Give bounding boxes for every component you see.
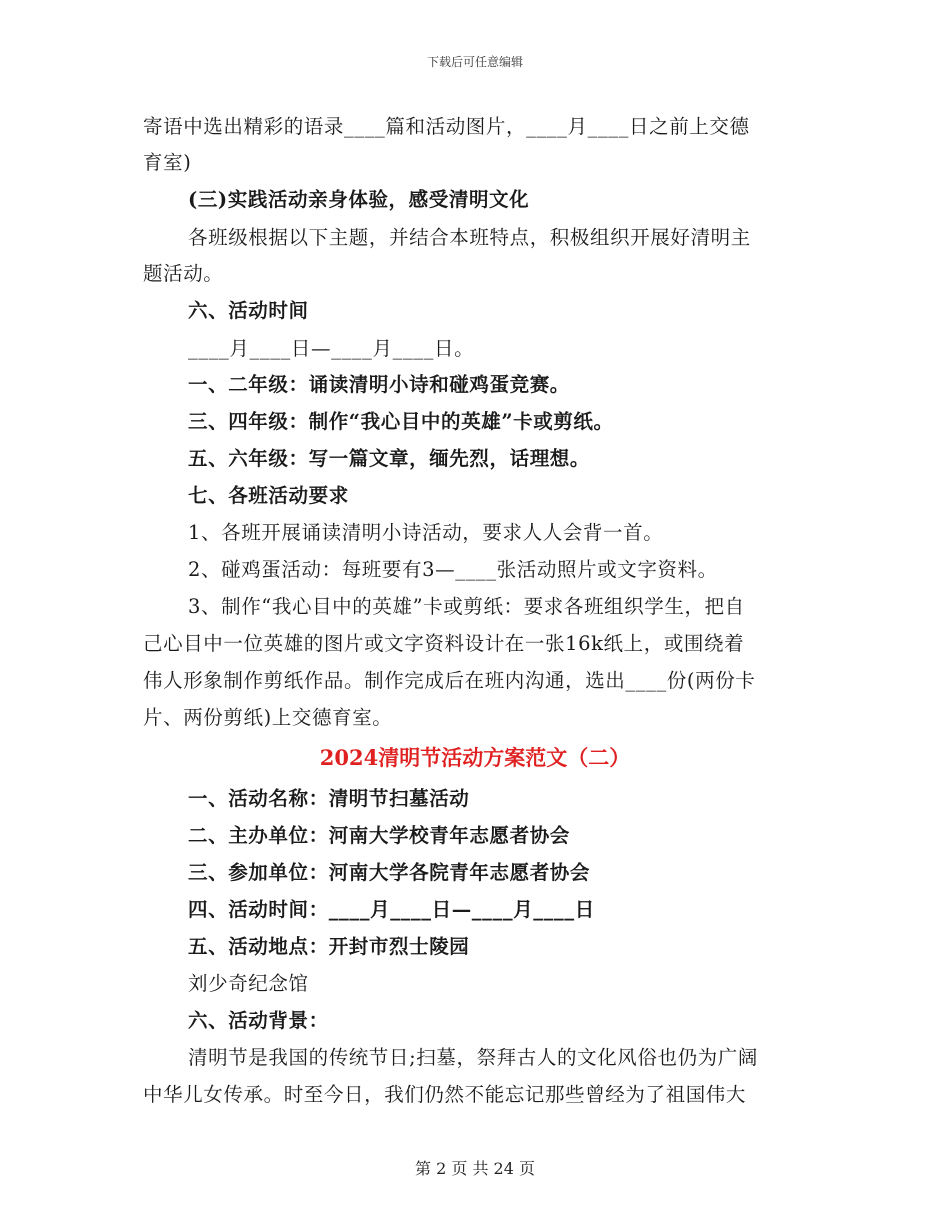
- requirement-3-line-1: 3、制作“我心目中的英雄”卡或剪纸：要求各班组织学生，把自: [188, 595, 745, 618]
- body-line-4: 各班级根据以下主题，并结合本班特点，积极组织开展好清明主: [188, 226, 751, 249]
- body-line-1: 寄语中选出精彩的语录____篇和活动图片，____月____日之前上交德: [143, 115, 750, 138]
- background-line-1: 清明节是我国的传统节日;扫墓，祭拜古人的文化风俗也仍为广阔: [188, 1046, 758, 1069]
- participants: 三、参加单位：河南大学各院青年志愿者协会: [188, 861, 591, 884]
- grade-1-2-line: 一、二年级：诵读清明小诗和碰鸡蛋竞赛。: [188, 373, 570, 396]
- requirement-2: 2、碰鸡蛋活动：每班要有3—____张活动照片或文字资料。: [188, 558, 718, 581]
- requirement-3-line-2: 己心目中一位英雄的图片或文字资料设计在一张16k纸上，或围绕着: [143, 632, 745, 655]
- background-line-2: 中华儿女传承。时至今日，我们仍然不能忘记那些曾经为了祖国伟大: [143, 1083, 747, 1106]
- grade-5-6-line: 五、六年级：写一篇文章，缅先烈，话理想。: [188, 447, 591, 470]
- requirement-3-line-4: 片、两份剪纸)上交德育室。: [143, 706, 393, 729]
- requirement-3-line-3: 伟人形象制作剪纸作品。制作完成后在班内沟通，选出____份(两份卡: [143, 669, 756, 692]
- body-line-2: 育室): [143, 151, 192, 174]
- body-line-5: 题活动。: [143, 262, 224, 285]
- location-memorial: 刘少奇纪念馆: [188, 972, 309, 995]
- page-header: 下载后可任意编辑: [426, 55, 523, 69]
- activity-name: 一、活动名称：清明节扫墓活动: [188, 787, 470, 810]
- requirement-1: 1、各班开展诵读清明小诗活动，要求人人会背一首。: [188, 521, 664, 544]
- activity-location: 五、活动地点：开封市烈士陵园: [188, 935, 470, 958]
- grade-3-4-line: 三、四年级：制作“我心目中的英雄”卡或剪纸。: [188, 410, 614, 433]
- organizer: 二、主办单位：河南大学校青年志愿者协会: [188, 824, 570, 847]
- heading-activity-time: 六、活动时间: [188, 299, 309, 322]
- section-title: 2024清明节活动方案范文（二）: [319, 745, 631, 770]
- activity-time-line: ____月____日—____月____日。: [188, 337, 475, 360]
- page-footer: 第 2 页 共 24 页: [415, 1159, 535, 1178]
- subsection-heading-3: (三)实践活动亲身体验，感受清明文化: [188, 188, 530, 211]
- heading-class-requirements: 七、各班活动要求: [188, 484, 349, 507]
- heading-background: 六、活动背景：: [188, 1009, 329, 1032]
- activity-time-2: 四、活动时间：____月____日—____月____日: [188, 898, 595, 921]
